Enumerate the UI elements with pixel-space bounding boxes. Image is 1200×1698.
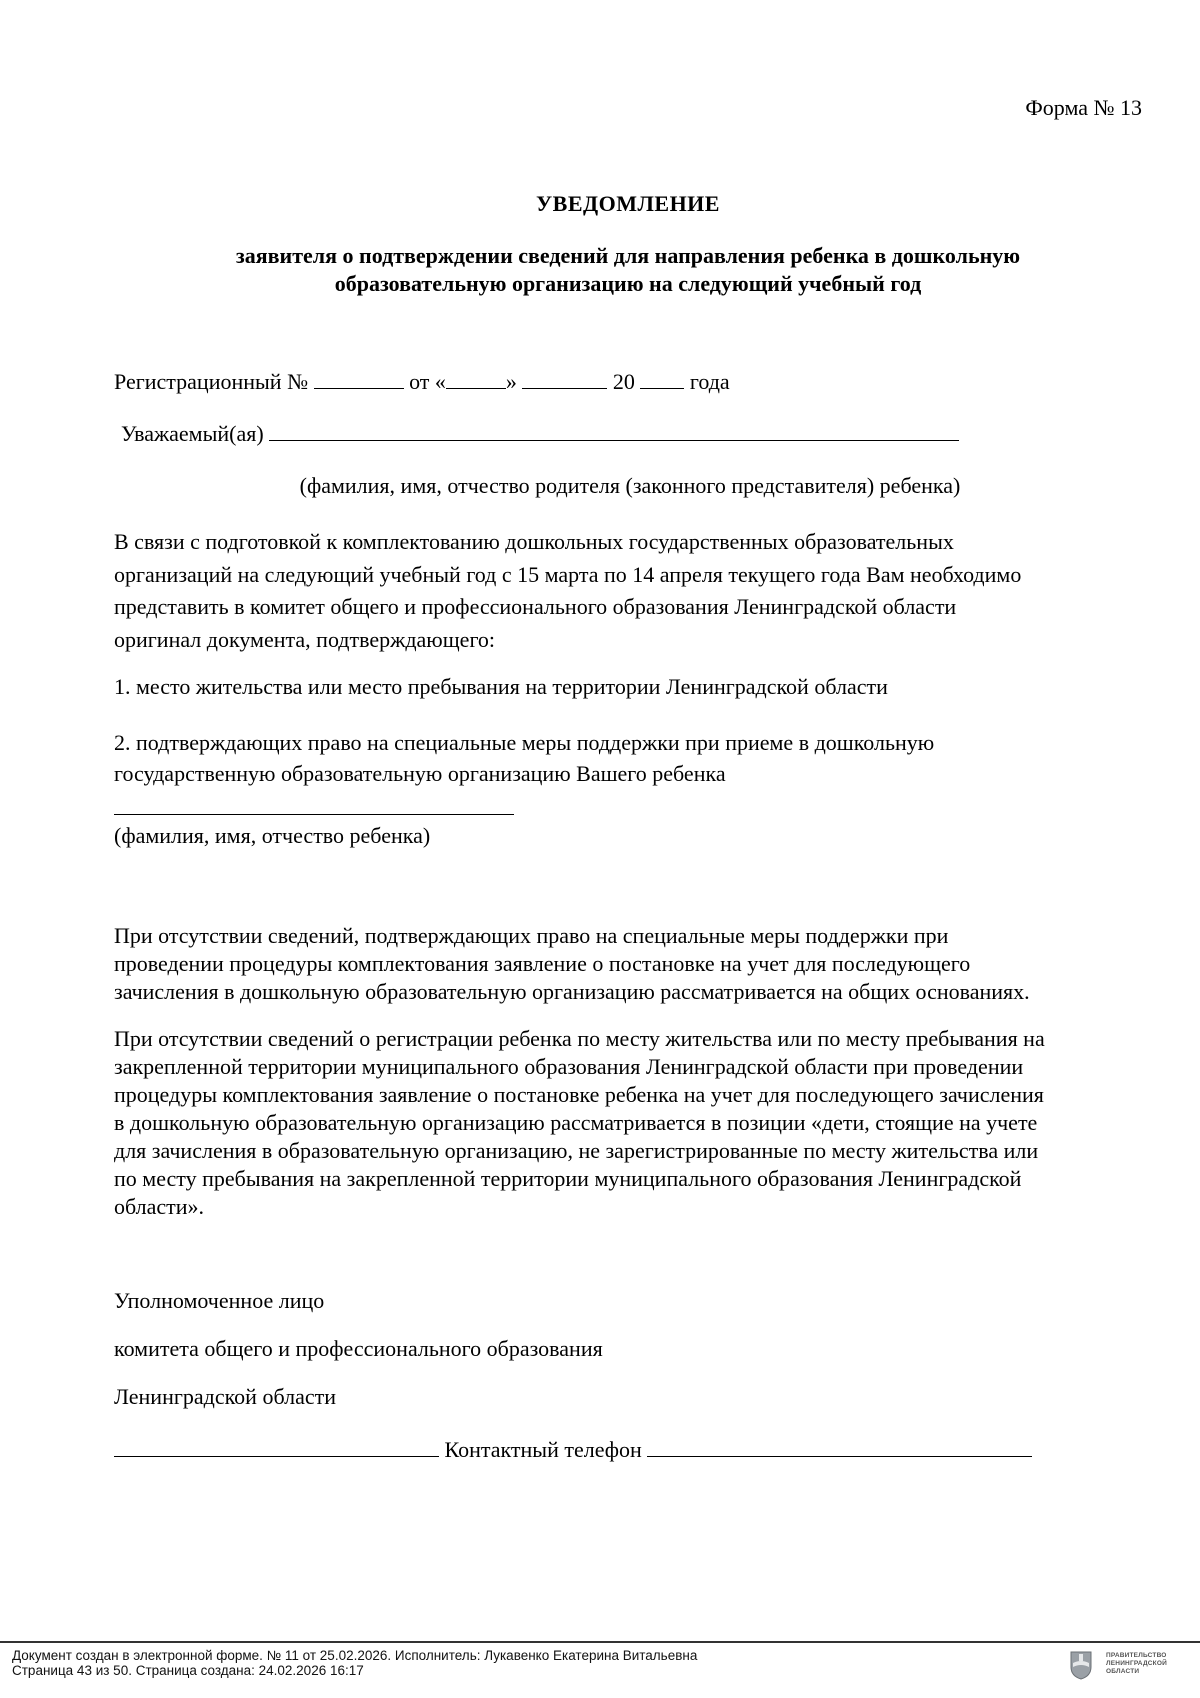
footer-organization — [1106, 1652, 1167, 1676]
registration-year-suffix: года — [689, 369, 730, 394]
signature-region: Ленинградской области — [114, 1384, 336, 1409]
paragraph-line: в дошкольную образовательную организацию рассматривается в позиции «дети, стоящие на учете — [114, 1110, 1038, 1135]
subtitle-line: образовательную организацию на следующий учебный год — [334, 271, 922, 296]
paragraph-line: При отсутствии сведений о регистрации ребенка по месту жительства или по месту пребывания на — [114, 1026, 1045, 1051]
form-number: Форма № 13 — [1025, 95, 1142, 120]
greeting-line — [121, 421, 959, 447]
parent-name-blank — [269, 422, 959, 441]
document-title: УВЕДОМЛЕНИЕ — [536, 191, 720, 216]
list-item-support — [114, 727, 1154, 789]
registration-number-blank — [314, 370, 404, 389]
paragraph-line: по месту пребывания на закрепленной территории муниципального образования Ленинградской — [114, 1166, 1022, 1191]
registration-day-blank — [446, 370, 506, 389]
registration-year-blank — [640, 370, 684, 389]
paragraph-line: процедуры комплектования заявление о постановке ребенка на учет для последующего зачисления — [114, 1082, 1044, 1107]
coat-of-arms-icon — [1070, 1650, 1092, 1680]
registration-year-prefix: 20 — [612, 369, 635, 394]
signature-committee: комитета общего и профессионального образования — [114, 1336, 603, 1361]
contact-row — [114, 1437, 1032, 1463]
registration-quote-close: » — [505, 369, 517, 394]
paragraph-line: области». — [114, 1194, 205, 1219]
footer-line: Документ создан в электронной форме. № 11 от 25.02.2026. Исполнитель: Лукавенко Екатерина Витальевна — [12, 1648, 698, 1663]
paragraph-line: 2. подтверждающих право на специальные меры поддержки при приеме в дошкольную — [114, 730, 935, 755]
contact-phone-label: Контактный телефон — [444, 1437, 642, 1462]
child-name-caption: (фамилия, имя, отчество ребенка) — [114, 823, 431, 848]
footer-divider — [0, 1641, 1200, 1643]
subtitle-line: заявителя о подтверждении сведений для направления ребенка в дошкольную — [235, 243, 1021, 268]
footer-org-line: ЛЕНИНГРАДСКОЙ — [1106, 1660, 1167, 1667]
registration-label: Регистрационный № — [114, 369, 309, 394]
paragraph-line: В связи с подготовкой к комплектованию дошкольных государственных образовательных — [114, 529, 954, 554]
registration-month-blank — [522, 370, 607, 389]
child-name-blank — [114, 790, 514, 815]
registration-from: от « — [409, 369, 446, 394]
footer-org-line: ОБЛАСТИ — [1106, 1668, 1140, 1675]
paragraph-line: При отсутствии сведений, подтверждающих право на специальные меры поддержки при — [114, 923, 949, 948]
paragraph-no-support — [114, 922, 1154, 1006]
paragraph-line: зачисления в дошкольную образовательную организацию рассматривается на общих основаниях. — [114, 979, 1030, 1004]
contact-phone-blank — [647, 1438, 1032, 1457]
signature-blank — [114, 1438, 439, 1457]
footer-text — [12, 1648, 697, 1678]
paragraph-line: проведении процедуры комплектования заявление о постановке на учет для последующего — [114, 951, 971, 976]
paragraph-line: государственную образовательную организацию Вашего ребенка — [114, 761, 726, 786]
signature-role: Уполномоченное лицо — [114, 1288, 325, 1313]
greeting-label: Уважаемый(ая) — [121, 421, 264, 446]
paragraph-line: представить в комитет общего и профессионального образования Ленинградской области — [114, 594, 957, 619]
parent-name-caption: (фамилия, имя, отчество родителя (законного представителя) ребенка) — [299, 473, 961, 498]
paragraph-line: для зачисления в образовательную организацию, не зарегистрированные по месту жительства или — [114, 1138, 1039, 1163]
paragraph-no-registration — [114, 1025, 1154, 1221]
footer-line: Страница 43 из 50. Страница создана: 24.02.2026 16:17 — [12, 1663, 364, 1678]
footer-org-line: ПРАВИТЕЛЬСТВО — [1106, 1652, 1167, 1659]
paragraph-line: закрепленной территории муниципального образования Ленинградской области при проведении — [114, 1054, 1024, 1079]
list-item-residence: 1. место жительства или место пребывания на территории Ленинградской области — [114, 674, 888, 699]
paragraph-line: оригинал документа, подтверждающего: — [114, 626, 496, 652]
document-subtitle — [150, 242, 1106, 298]
paragraph-intro — [114, 526, 1154, 656]
paragraph-line: организаций на следующий учебный год с 15 марта по 14 апреля текущего года Вам необходимо — [114, 561, 1022, 587]
registration-line — [114, 369, 730, 395]
